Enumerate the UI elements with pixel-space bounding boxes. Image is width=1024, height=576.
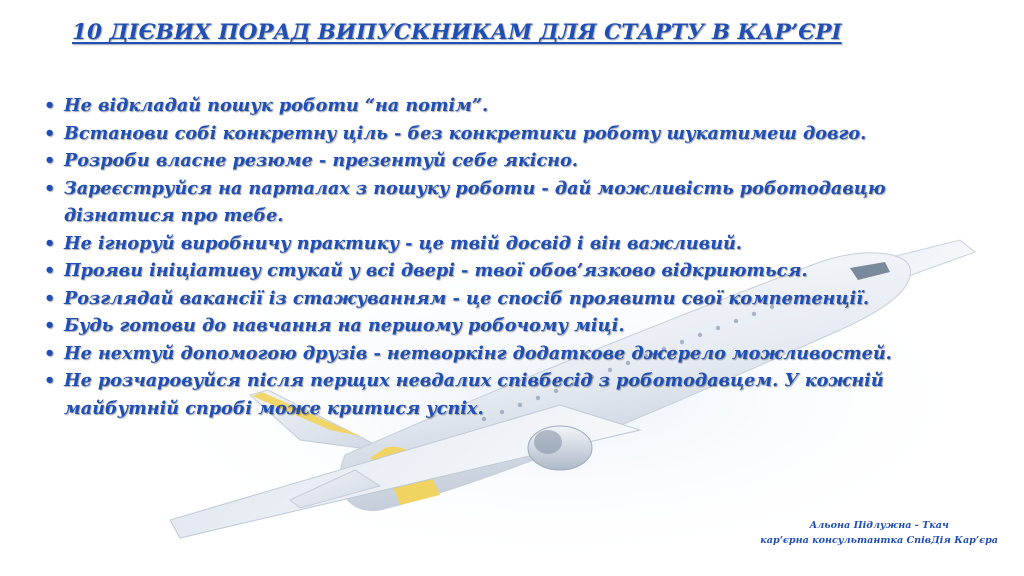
list-item: [44, 340, 944, 368]
list-item: [44, 285, 944, 313]
tip-text: Не відкладай пошук роботи “на потім”.: [64, 95, 489, 116]
list-item: [44, 92, 944, 120]
list-item: [44, 120, 944, 148]
page-title: 10 ДІЄВИХ ПОРАД ВИПУСКНИКАМ ДЛЯ СТАРТУ В КАР’ЄРІ: [72, 20, 842, 45]
list-item: [44, 230, 944, 258]
list-item: [44, 147, 944, 175]
bullet-icon: •: [44, 150, 56, 171]
tip-text: Зареєструйся на парталах з пошуку роботи - дай можливість роботодавцю дізнатися про тебе.: [64, 177, 886, 226]
bullet-icon: •: [44, 95, 56, 116]
tip-text: Встанови собі конкретну ціль - без конкретики роботу шукатимеш довго.: [64, 122, 867, 144]
bullet-icon: •: [44, 315, 56, 336]
list-item: [44, 367, 944, 422]
tip-text: Не розчаровуйся після перщих невдалих співбесід з роботодавцем. У кожній майбутній спробі може критися успіх.: [64, 370, 884, 419]
bullet-icon: •: [44, 287, 56, 309]
tip-text: Розроби власне резюме - презентуй себе якісно.: [64, 150, 578, 171]
tip-text: Не ігноруй виробничу практику - це твій досвід і він важливий.: [64, 232, 742, 254]
bullet-icon: •: [44, 342, 56, 364]
bullet-icon: •: [44, 370, 56, 391]
author-name: Альона Підлужна - Ткач: [809, 520, 949, 531]
list-item: [44, 175, 944, 230]
tips-list: [44, 92, 944, 422]
author-role: кар’єрна консультантка СпівДія Кар’єра: [760, 535, 998, 546]
list-item: [44, 312, 944, 340]
bullet-icon: •: [44, 122, 56, 144]
bullet-icon: •: [44, 232, 56, 254]
tip-text: Прояви ініціативу стукай у всі двері - твої обов’язково відкриються.: [64, 260, 808, 281]
bullet-icon: •: [44, 260, 56, 281]
tip-text: Будь готови до навчання на першому робочому міці.: [64, 315, 625, 336]
author-signature: [760, 518, 998, 548]
tip-text: Розглядай вакансії із стажуванням - це спосіб проявити свої компетенції.: [64, 287, 870, 309]
bullet-icon: •: [44, 177, 56, 199]
tip-text: Не нехтуй допомогою друзів - нетворкінг додаткове джерело можливостей.: [64, 342, 892, 364]
list-item: [44, 257, 944, 285]
